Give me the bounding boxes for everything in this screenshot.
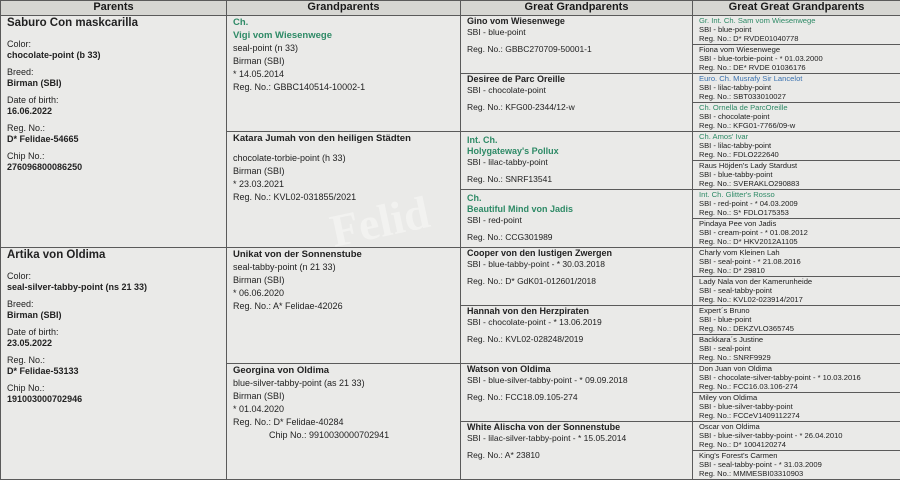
ggg-1-info: SBI - blue-point xyxy=(699,25,752,34)
dam-dob-label: Date of birth: xyxy=(7,327,59,337)
ggg-4-info: SBI - chocolate-point xyxy=(699,112,770,121)
great-grandparent-6-cell xyxy=(461,306,693,364)
ggg-9-reg: Reg. No.: D* 29810 xyxy=(699,266,765,275)
ggg-3-info: SBI - lilac-tabby-point xyxy=(699,83,772,92)
great-grandparent-8-cell xyxy=(461,422,693,480)
ggg-3-cell xyxy=(693,74,900,103)
grandparent-3-cell xyxy=(227,248,461,364)
ggg-1-cell xyxy=(693,16,900,45)
ggg-15-info: SBI - blue-silver-tabby-point - * 26.04.2010 xyxy=(699,431,843,440)
grandparent-4-dob: * 01.04.2020 xyxy=(233,404,285,414)
great-grandparent-2-name: Desiree de Parc Oreille xyxy=(467,74,566,84)
sire-name: Saburo Con maskcarilla xyxy=(7,17,139,29)
ggg-16-reg: Reg. No.: MMMESBI03310903 xyxy=(699,469,804,478)
ggg-10-reg: Reg. No.: KVL02-023914/2017 xyxy=(699,295,803,304)
ggg-4-cell xyxy=(693,103,900,132)
ggg-16-info: SBI - seal-tabby-point - * 31.03.2009 xyxy=(699,460,822,469)
grandparent-1-title: Ch. xyxy=(233,17,249,28)
ggg-12-cell xyxy=(693,335,900,364)
grandparent-3-reg: Reg. No.: A* Felidae-42026 xyxy=(233,301,343,311)
great-grandparent-6-info: SBI - chocolate-point - * 13.06.2019 xyxy=(467,317,602,327)
ggg-2-info: SBI - blue-torbie-point - * 01.03.2000 xyxy=(699,54,823,63)
sire-dob: 16.06.2022 xyxy=(7,106,53,116)
ggg-5-reg: Reg. No.: FDLO222640 xyxy=(699,150,779,159)
dam-cell xyxy=(1,248,227,480)
great-grandparent-6-name: Hannah von den Herzpiraten xyxy=(467,306,590,316)
great-grandparent-3-cell xyxy=(461,132,693,190)
ggg-1-name: Gr. Int. Ch. Sam vom Wiesenwege xyxy=(699,16,816,25)
ggg-6-info: SBI - blue-tabby-point xyxy=(699,170,773,179)
ggg-7-info: SBI - red-point - * 04.03.2009 xyxy=(699,199,798,208)
ggg-14-cell xyxy=(693,393,900,422)
grandparent-2-dob: * 23.03.2021 xyxy=(233,179,285,189)
dam-chip-label: Chip No.: xyxy=(7,383,45,393)
great-grandparent-3-name: Holygateway's Pollux xyxy=(467,146,559,156)
grandparent-1-name: Vigi vom Wiesenwege xyxy=(233,30,332,41)
great-grandparent-2-cell xyxy=(461,74,693,132)
ggg-7-name: Int. Ch. Glitter's Rosso xyxy=(699,190,775,199)
ggg-6-name: Raus Höjden's Lady Stardust xyxy=(699,161,798,170)
sire-reg-label: Reg. No.: xyxy=(7,123,46,133)
ggg-8-name: Pindaya Pee von Jadis xyxy=(699,219,777,228)
dam-breed: Birman (SBI) xyxy=(7,310,62,320)
ggg-2-cell xyxy=(693,45,900,74)
ggg-3-name: Euro. Ch. Musrafy Sir Lancelot xyxy=(699,74,803,83)
great-grandparent-1-name: Gino vom Wiesenwege xyxy=(467,16,565,26)
ggg-10-cell xyxy=(693,277,900,306)
grandparent-1-cell xyxy=(227,16,461,132)
great-grandparent-6-reg: Reg. No.: KVL02-028248/2019 xyxy=(467,334,584,344)
dam-dob: 23.05.2022 xyxy=(7,338,53,348)
ggg-9-name: Charly vom Kleinen Lah xyxy=(699,248,780,257)
great-grandparent-7-cell xyxy=(461,364,693,422)
grandparent-1-breed: Birman (SBI) xyxy=(233,56,285,66)
great-grandparent-4-title: Ch. xyxy=(467,193,482,203)
ggg-6-cell xyxy=(693,161,900,190)
ggg-16-name: King's Forest's Carmen xyxy=(699,451,778,460)
dam-color-label: Color: xyxy=(7,271,32,281)
ggg-4-name: Ch. Ornella de ParcOreille xyxy=(699,103,788,112)
great-grandparent-1-reg: Reg. No.: GBBC270709-50001-1 xyxy=(467,44,592,54)
header-parents: Parents xyxy=(1,1,227,16)
great-grandparent-4-info: SBI - red-point xyxy=(467,215,522,225)
ggg-16-cell xyxy=(693,451,900,480)
great-grandparent-3-title: Int. Ch. xyxy=(467,135,498,145)
ggg-9-info: SBI - seal-point - * 21.08.2016 xyxy=(699,257,801,266)
grandparent-4-chip: Chip No.: 9910030000702941 xyxy=(269,430,390,440)
grandparent-1-color: seal-point (n 33) xyxy=(233,43,299,53)
grandparent-2-color: chocolate-torbie-point (h 33) xyxy=(233,153,346,163)
great-grandparent-8-info: SBI - lilac-silver-tabby-point - * 15.05.2014 xyxy=(467,433,627,443)
ggg-13-cell xyxy=(693,364,900,393)
sire-color: chocolate-point (b 33) xyxy=(7,50,101,60)
grandparent-4-reg: Reg. No.: D* Felidae-40284 xyxy=(233,417,344,427)
grandparent-2-name: Katara Jumah von den heiligen Städten xyxy=(233,133,411,144)
great-grandparent-4-cell xyxy=(461,190,693,248)
ggg-15-name: Oscar von Oldima xyxy=(699,422,760,431)
ggg-8-cell xyxy=(693,219,900,248)
grandparent-2-reg: Reg. No.: KVL02-031855/2021 xyxy=(233,192,357,202)
ggg-10-name: Lady Nala von der Kamerunheide xyxy=(699,277,813,286)
ggg-15-cell xyxy=(693,422,900,451)
great-grandparent-1-info: SBI - blue-point xyxy=(467,27,526,37)
ggg-11-reg: Reg. No.: DEKZVLO365745 xyxy=(699,324,794,333)
sire-reg: D* Felidae-54665 xyxy=(7,134,79,144)
grandparent-3-dob: * 06.06.2020 xyxy=(233,288,285,298)
grandparent-2-cell xyxy=(227,132,461,248)
great-grandparent-2-info: SBI - chocolate-point xyxy=(467,85,546,95)
header-grandparents: Grandparents xyxy=(227,1,461,16)
ggg-5-cell xyxy=(693,132,900,161)
great-grandparent-7-reg: Reg. No.: FCC18.09.105-274 xyxy=(467,392,578,402)
sire-breed: Birman (SBI) xyxy=(7,78,62,88)
ggg-1-reg: Reg. No.: D* RVDE01040778 xyxy=(699,34,799,43)
great-grandparent-3-reg: Reg. No.: SNRF13541 xyxy=(467,174,553,184)
sire-chip: 276096800086250 xyxy=(7,162,83,172)
great-grandparent-4-name: Beautiful Mind von Jadis xyxy=(467,204,574,214)
grandparent-1-dob: * 14.05.2014 xyxy=(233,69,285,79)
ggg-5-info: SBI - lilac-tabby-point xyxy=(699,141,772,150)
ggg-10-info: SBI - seal-tabby-point xyxy=(699,286,773,295)
dam-chip: 191003000702946 xyxy=(7,394,83,404)
ggg-3-reg: Reg. No.: SBT033010027 xyxy=(699,92,786,101)
grandparent-3-name: Unikat von der Sonnenstube xyxy=(233,249,362,260)
ggg-14-reg: Reg. No.: FCCeV1409112274 xyxy=(699,411,800,420)
ggg-12-name: Backkara´s Justine xyxy=(699,335,764,344)
ggg-12-info: SBI - seal-point xyxy=(699,344,751,353)
sire-chip-label: Chip No.: xyxy=(7,151,45,161)
great-grandparent-7-name: Watson von Oldima xyxy=(467,364,551,374)
dam-breed-label: Breed: xyxy=(7,299,34,309)
ggg-14-name: Miley von Oldima xyxy=(699,393,758,402)
grandparent-4-name: Georgina von Oldima xyxy=(233,365,330,376)
great-grandparent-3-info: SBI - lilac-tabby-point xyxy=(467,157,548,167)
great-grandparent-4-reg: Reg. No.: CCG301989 xyxy=(467,232,553,242)
ggg-8-info: SBI - cream-point - * 01.08.2012 xyxy=(699,228,808,237)
great-grandparent-5-reg: Reg. No.: D* GdK01-012601/2018 xyxy=(467,276,597,286)
ggg-2-name: Fiona vom Wiesenwege xyxy=(699,45,781,54)
ggg-7-reg: Reg. No.: S* FDLO175353 xyxy=(699,208,789,217)
grandparent-2-breed: Birman (SBI) xyxy=(233,166,285,176)
grandparent-1-reg: Reg. No.: GBBC140514-10002-1 xyxy=(233,82,366,92)
ggg-11-cell xyxy=(693,306,900,335)
felidae-watermark: Felid xyxy=(325,186,434,257)
header-row xyxy=(1,1,900,16)
ggg-15-reg: Reg. No.: D* 1004120274 xyxy=(699,440,786,449)
great-grandparent-8-reg: Reg. No.: A* 23810 xyxy=(467,450,540,460)
great-grandparent-8-name: White Alischa von der Sonnenstube xyxy=(467,422,621,432)
ggg-7-cell xyxy=(693,190,900,219)
great-grandparent-1-cell xyxy=(461,16,693,74)
sire-dob-label: Date of birth: xyxy=(7,95,59,105)
ggg-13-name: Don Juan von Oldima xyxy=(699,364,773,373)
dam-reg-label: Reg. No.: xyxy=(7,355,46,365)
great-grandparent-7-info: SBI - blue-silver-tabby-point - * 09.09.2018 xyxy=(467,375,628,385)
sire-breed-label: Breed: xyxy=(7,67,34,77)
ggg-5-name: Ch. Amos' Ivar xyxy=(699,132,749,141)
sire-cell xyxy=(1,16,227,248)
sire-color-label: Color: xyxy=(7,39,32,49)
ggg-14-info: SBI - blue-silver-tabby-point xyxy=(699,402,793,411)
ggg-11-info: SBI - blue-point xyxy=(699,315,752,324)
ggg-11-name: Expert´s Bruno xyxy=(699,306,750,315)
header-great-great-grandparents: Great Great Grandparents xyxy=(693,1,900,16)
grandparent-3-breed: Birman (SBI) xyxy=(233,275,285,285)
great-grandparent-5-name: Cooper von den lustigen Zwergen xyxy=(467,248,613,258)
grandparent-4-breed: Birman (SBI) xyxy=(233,391,285,401)
grandparent-3-color: seal-tabby-point (n 21 33) xyxy=(233,262,336,272)
great-grandparent-2-reg: Reg. No.: KFG00-2344/12-w xyxy=(467,102,575,112)
ggg-9-cell xyxy=(693,248,900,277)
ggg-4-reg: Reg. No.: KFG01-7766/09-w xyxy=(699,121,796,130)
header-great-grandparents: Great Grandparents xyxy=(461,1,693,16)
great-grandparent-5-cell xyxy=(461,248,693,306)
ggg-13-reg: Reg. No.: FCC16.03.106-274 xyxy=(699,382,798,391)
grandparent-4-cell xyxy=(227,364,461,480)
ggg-13-info: SBI - chocolate-silver-tabby-point - * 10.03.2016 xyxy=(699,373,861,382)
ggg-12-reg: Reg. No.: SNRF9929 xyxy=(699,353,771,362)
ggg-2-reg: Reg. No.: DE* RVDE 01036176 xyxy=(699,63,806,72)
dam-reg: D* Felidae-53133 xyxy=(7,366,79,376)
dam-color: seal-silver-tabby-point (ns 21 33) xyxy=(7,282,148,292)
great-grandparent-5-info: SBI - blue-tabby-point - * 30.03.2018 xyxy=(467,259,605,269)
ggg-6-reg: Reg. No.: SVERAKLO290883 xyxy=(699,179,800,188)
dam-name: Artika von Oldima xyxy=(7,249,106,261)
grandparent-4-color: blue-silver-tabby-point (as 21 33) xyxy=(233,378,365,388)
ggg-8-reg: Reg. No.: D* HKV2012A1105 xyxy=(699,237,798,246)
